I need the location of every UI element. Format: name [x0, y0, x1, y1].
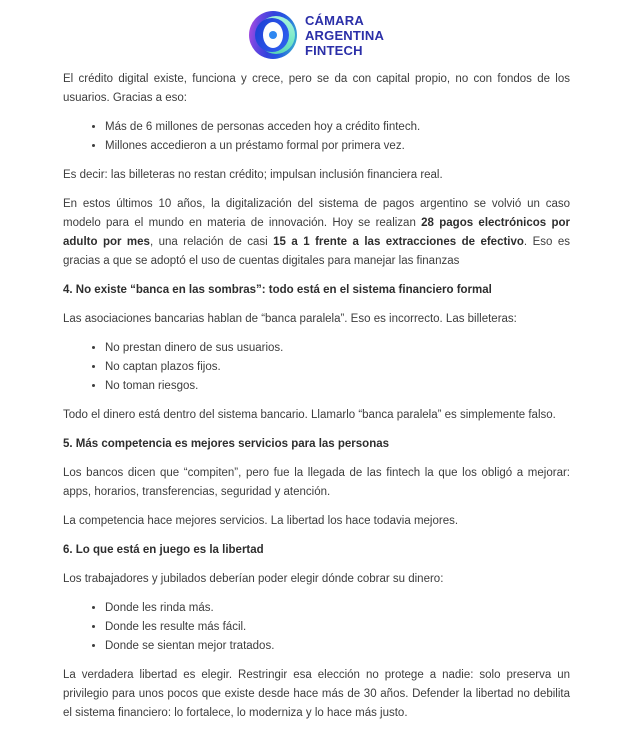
list-item: • Más de 6 millones de personas acceden hoy a crédito fintech.	[105, 118, 570, 137]
bold-pagos-electronicos: 28 pagos electrónicos por adulto por mes	[63, 217, 570, 248]
list-item: • No captan plazos fijos.	[105, 358, 570, 377]
list-item: • No toman riesgos.	[105, 377, 570, 396]
text-segment: , una relación de casi	[149, 236, 274, 248]
heading-6: 6. Lo que está en juego es la libertad	[63, 544, 264, 556]
paragraph-es-decir: Es decir: las billeteras no restan crédito; impulsan inclusión financiera real.	[63, 169, 443, 181]
list-item: • No prestan dinero de sus usuarios.	[105, 339, 570, 358]
list-item: • Millones accedieron a un préstamo formal por primera vez.	[105, 137, 570, 156]
text-segment: . Eso es gracias a que se adoptó el uso de cuentas digitales para manejar las finanzas	[63, 236, 570, 267]
list-item: • Donde les resulte más fácil.	[105, 618, 570, 637]
heading-5: 5. Más competencia es mejores servicios para las personas	[63, 438, 390, 450]
paragraph-intro: El crédito digital existe, funciona y crece, pero se da con capital propio, no con fondos de los usuarios. Gracias a eso:	[63, 73, 570, 104]
text-segment: En estos últimos 10 años, la digitalización del sistema de pagos argentino se volvió un caso modelo para el mundo en materia de innovación. Hoy se realizan	[63, 198, 570, 229]
list-donde	[63, 599, 570, 656]
logo-wordmark	[305, 13, 384, 58]
paragraph-competencia: La competencia hace mejores servicios. La libertad los hace todavia mejores.	[63, 515, 459, 527]
logo-line-1: CÁMARA	[304, 12, 364, 28]
paragraph-asociaciones: Las asociaciones bancarias hablan de “banca paralela”. Eso es incorrecto. Las billeteras:	[63, 313, 517, 325]
paragraph-todo-dinero: Todo el dinero está dentro del sistema bancario. Llamarlo “banca paralela” es simplemente falso.	[63, 409, 556, 421]
list-credito	[63, 118, 570, 156]
list-item: • Donde les rinda más.	[105, 599, 570, 618]
paragraph-bancos: Los bancos dicen que “compiten”, pero fue la llegada de las fintech la que los obligó a mejorar: apps, horarios, transferencias, seguridad y atención.	[63, 467, 570, 498]
paragraph-libertad: La verdadera libertad es elegir. Restringir esa elección no protege a nadie: solo preserva un privilegio para unos pocos que existe desde hace más de 30 años. Defender la libertad no debilita el sistema financiero: lo fortalece, lo moderniza y lo hace más justo.	[63, 669, 570, 719]
logo-line-2: ARGENTINA	[304, 27, 385, 43]
list-billeteras	[63, 339, 570, 396]
document-body	[63, 70, 570, 723]
bold-relacion-15-1: 15 a 1 frente a las extracciones de efectivo	[273, 236, 524, 248]
heading-4: 4. No existe “banca en las sombras”: todo está en el sistema financiero formal	[63, 284, 492, 296]
paragraph-trabajadores: Los trabajadores y jubilados deberían poder elegir dónde cobrar su dinero:	[63, 573, 444, 585]
logo-line-3: FINTECH	[304, 42, 363, 58]
paragraph-pagos	[63, 195, 570, 271]
list-item: • Donde se sientan mejor tratados.	[105, 637, 570, 656]
camara-fintech-logo-icon	[249, 11, 297, 59]
logo-center-dot	[269, 31, 277, 39]
logo	[63, 10, 570, 60]
